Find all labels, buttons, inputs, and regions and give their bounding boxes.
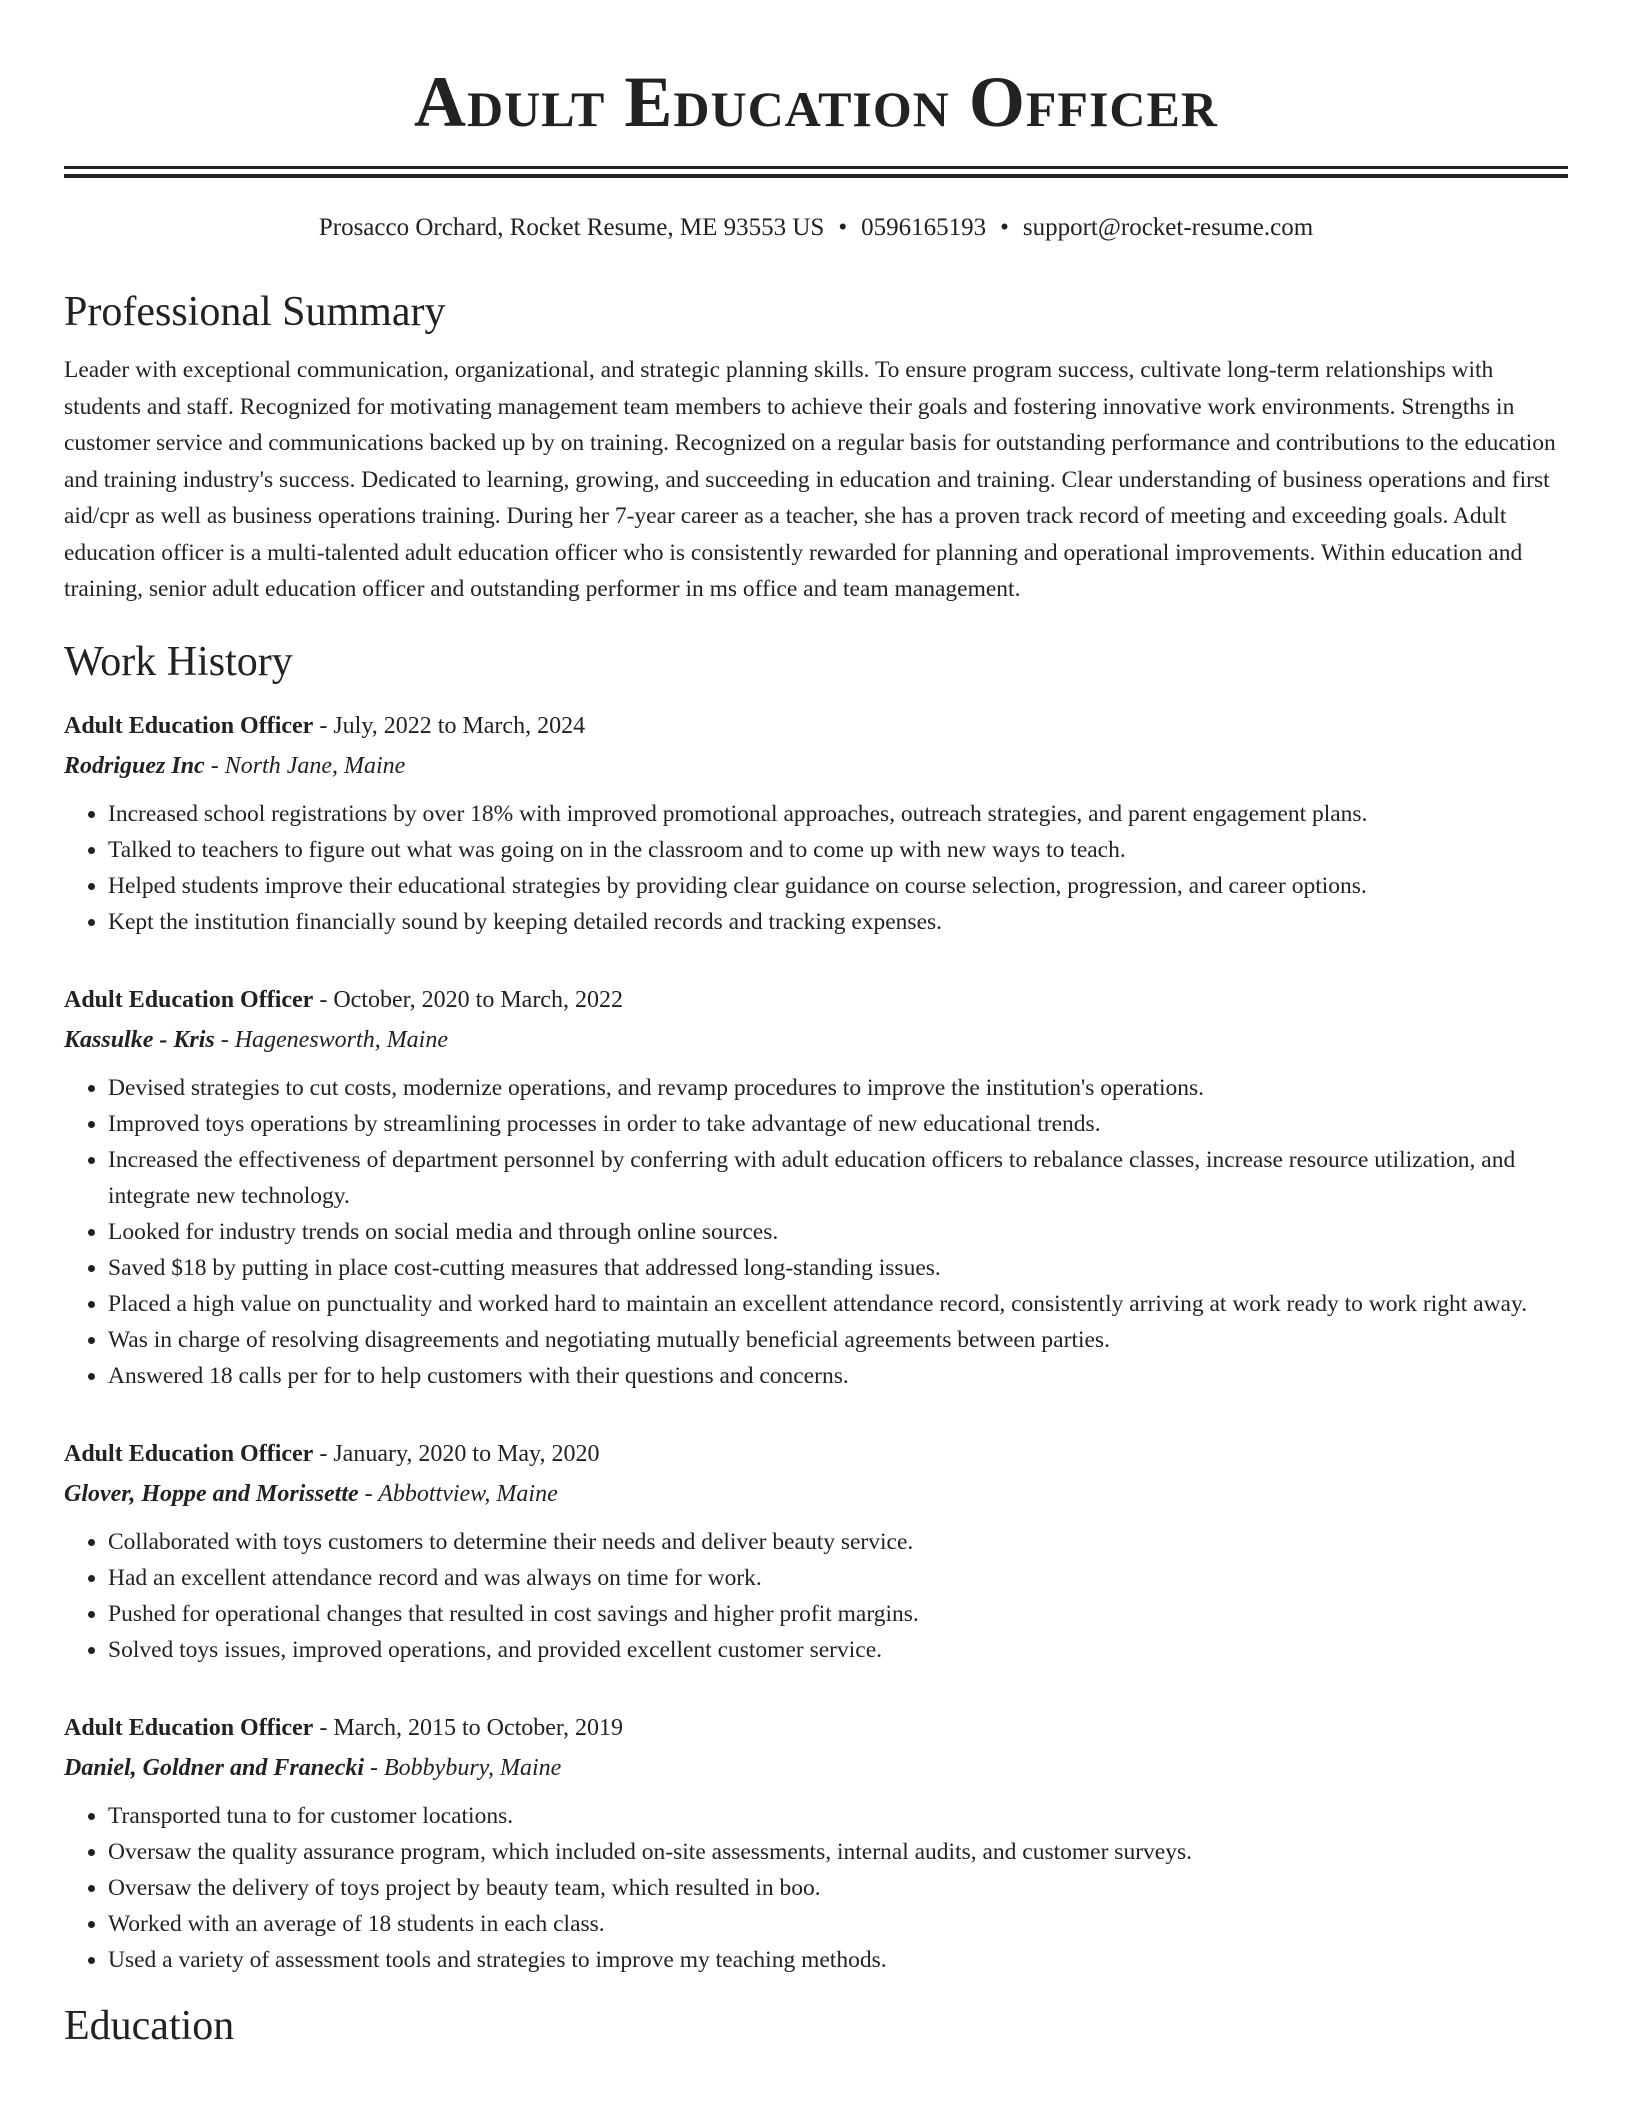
job-entry	[64, 1708, 1568, 1978]
job-duty: • Transported tuna to for customer locations.	[108, 1798, 1568, 1834]
job-dates: - March, 2015 to October, 2019	[313, 1714, 623, 1741]
job-duty: • Increased school registrations by over 18% with improved promotional approaches, outreach strategies, and parent engagement plans.	[108, 796, 1568, 832]
job-dates: - January, 2020 to May, 2020	[313, 1440, 600, 1467]
job-company: Rodriguez Inc	[64, 752, 205, 779]
job-duty: • Devised strategies to cut costs, modernize operations, and revamp procedures to improve the institution's operations.	[108, 1070, 1568, 1106]
job-duty: • Pushed for operational changes that resulted in cost savings and higher profit margins.	[108, 1596, 1568, 1632]
job-duties-list	[64, 796, 1568, 940]
job-entry	[64, 706, 1568, 940]
job-title: Adult Education Officer	[64, 712, 314, 739]
job-duty: • Had an excellent attendance record and was always on time for work.	[108, 1560, 1568, 1596]
job-duty: • Helped students improve their educational strategies by providing clear guidance on course selection, progression, and career options.	[108, 868, 1568, 904]
job-duty: • Solved toys issues, improved operations, and provided excellent customer service.	[108, 1632, 1568, 1668]
job-company-line	[64, 1474, 1568, 1514]
job-duties-list	[64, 1524, 1568, 1668]
job-title: Adult Education Officer	[64, 1440, 314, 1467]
summary-text: Leader with exceptional communication, organizational, and strategic planning skills. To ensure program success, cultivate long-term relationships with students and staff. Recognized for motivating management team members to achieve their goals and fostering innovative work environments. Strengths in customer service and communications backed up by on training. Recognized on a regular basis for outstanding performance and contributions to the education and training industry's success. Dedicated to learning, growing, and succeeding in education and training. Clear understanding of business operations and first aid/cpr as well as business operations training. During her 7-year career as a teacher, she has a proven track record of meeting and exceeding goals. Adult education officer is a multi-talented adult education officer who is consistently rewarded for planning and operational improvements. Within education and training, senior adult education officer and outstanding performer in ms office and team management.	[64, 357, 1556, 602]
job-location: - Abbottview, Maine	[358, 1480, 558, 1507]
job-title: Adult Education Officer	[64, 1714, 314, 1741]
contact-separator: •	[1000, 214, 1009, 241]
job-location: - North Jane, Maine	[204, 752, 406, 779]
job-duty: • Collaborated with toys customers to determine their needs and deliver beauty service.	[108, 1524, 1568, 1560]
job-duty: • Talked to teachers to figure out what was going on in the classroom and to come up with new ways to teach.	[108, 832, 1568, 868]
title-divider	[64, 166, 1568, 178]
job-location: - Bobbybury, Maine	[364, 1754, 562, 1781]
job-duty: • Kept the institution financially sound by keeping detailed records and tracking expenses.	[108, 904, 1568, 940]
job-title: Adult Education Officer	[64, 986, 314, 1013]
contact-line	[64, 212, 1568, 244]
job-duty: • Answered 18 calls per for to help customers with their questions and concerns.	[108, 1358, 1568, 1394]
job-title-line	[64, 706, 1568, 746]
job-duty: • Was in charge of resolving disagreements and negotiating mutually beneficial agreements between parties.	[108, 1322, 1568, 1358]
job-duty: • Saved $18 by putting in place cost-cutting measures that addressed long-standing issues.	[108, 1250, 1568, 1286]
resume-title: Adult Education Officer	[414, 62, 1218, 142]
contact-address: Prosacco Orchard, Rocket Resume, ME 93553 US	[318, 214, 825, 241]
job-company: Daniel, Goldner and Franecki	[64, 1754, 365, 1781]
job-company-line	[64, 746, 1568, 786]
contact-separator: •	[838, 214, 848, 241]
job-duty: • Oversaw the delivery of toys project by beauty team, which resulted in boo.	[108, 1870, 1568, 1906]
job-duty: • Worked with an average of 18 students in each class.	[108, 1906, 1568, 1942]
contact-phone: 0596165193	[861, 214, 987, 241]
job-company: Glover, Hoppe and Morissette	[64, 1480, 359, 1507]
job-entry	[64, 980, 1568, 1394]
education-heading: Education	[64, 2002, 235, 2049]
job-title-line	[64, 1708, 1568, 1748]
job-company: Kassulke - Kris	[64, 1026, 215, 1053]
job-location: - Hagenesworth, Maine	[214, 1026, 448, 1053]
job-duty: • Increased the effectiveness of department personnel by conferring with adult education officers to rebalance classes, increase resource utilization, and integrate new technology.	[108, 1142, 1568, 1214]
job-duty: • Placed a high value on punctuality and worked hard to maintain an excellent attendance record, consistently arriving at work ready to work right away.	[108, 1286, 1568, 1322]
job-title-line	[64, 980, 1568, 1020]
resume-page	[64, 0, 1568, 2052]
job-duties-list	[64, 1798, 1568, 1978]
job-dates: - July, 2022 to March, 2024	[313, 712, 586, 739]
work-history-heading: Work History	[64, 638, 293, 685]
job-duty: • Oversaw the quality assurance program, which included on-site assessments, internal audits, and customer surveys.	[108, 1834, 1568, 1870]
job-company-line	[64, 1020, 1568, 1060]
job-duty: • Looked for industry trends on social media and through online sources.	[108, 1214, 1568, 1250]
job-company-line	[64, 1748, 1568, 1788]
job-duties-list	[64, 1070, 1568, 1394]
job-duty: • Improved toys operations by streamlining processes in order to take advantage of new educational trends.	[108, 1106, 1568, 1142]
contact-email: support@rocket-resume.com	[1022, 214, 1314, 241]
summary-heading: Professional Summary	[64, 289, 446, 335]
job-title-line	[64, 1434, 1568, 1474]
job-duty: • Used a variety of assessment tools and strategies to improve my teaching methods.	[108, 1942, 1568, 1978]
job-entry	[64, 1434, 1568, 1668]
job-dates: - October, 2020 to March, 2022	[313, 986, 623, 1013]
